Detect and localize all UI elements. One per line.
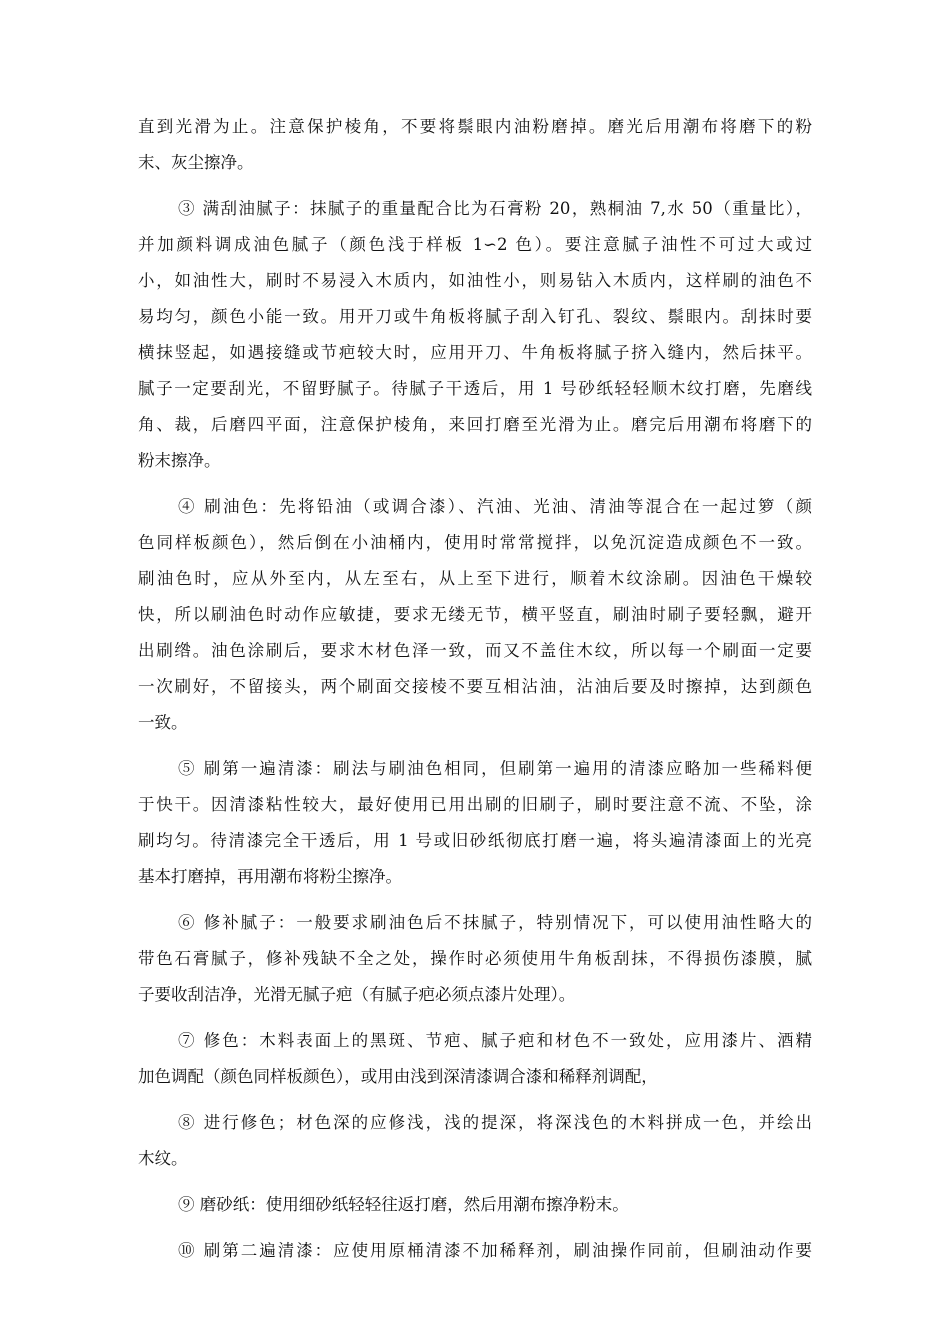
text-line: 腻子一定要刮光，不留野腻子。待腻子干透后，用 1 号砂纸轻轻顺木纹打磨，先磨线 [138,379,812,398]
text-line: ⑦ 修色：木料表面上的黑斑、节疤、腻子疤和材色不一致处，应用漆片、酒精 [178,1031,812,1050]
text-line: 刷均匀。待清漆完全干透后，用 1 号或旧砂纸彻底打磨一遍，将头遍清漆面上的光亮 [138,831,812,850]
text-line: 一致。 [138,713,188,732]
text-line: 直到光滑为止。注意保护棱角，不要将鬃眼内油粉磨掉。磨光后用潮布将磨下的粉 [138,117,812,136]
text-line: 出刷绺。油色涂刷后，要求木材色泽一致，而又不盖住木纹，所以每一个刷面一定要 [138,641,812,660]
text-line: 角、裁，后磨四平面，注意保护棱角，来回打磨至光滑为止。磨完后用潮布将磨下的 [138,415,812,434]
text-line: ③ 满刮油腻子：抹腻子的重量配合比为石膏粉 20，熟桐油 7,水 50（重量比）， [178,199,812,218]
text-line: 小，如油性大，刷时不易浸入木质内，如油性小，则易钻入木质内，这样刷的油色不 [138,271,812,290]
text-line: 快，所以刷油色时动作应敏捷，要求无缕无节，横平竖直，刷油时刷子要轻飘，避开 [138,605,812,624]
text-line: 刷油色时，应从外至内，从左至右，从上至下进行，顺着木纹涂刷。因油色干燥较 [138,569,812,588]
text-line: 于快干。因清漆粘性较大，最好使用已用出刷的旧刷子，刷时要注意不流、不坠，涂 [138,795,812,814]
text-line: 带色石膏腻子，修补残缺不全之处，操作时必须使用牛角板刮抹，不得损伤漆膜，腻 [138,949,812,968]
text-line: 易均匀，颜色小能一致。用开刀或牛角板将腻子刮入钉孔、裂纹、鬃眼内。刮抹时要 [138,307,812,326]
text-line: 末、灰尘擦净。 [138,153,254,172]
text-line: ④ 刷油色：先将铅油（或调合漆）、汽油、光油、清油等混合在一起过箩（颜 [178,497,812,516]
text-line: 加色调配（颜色同样板颜色），或用由浅到深清漆调合漆和稀释剂调配， [138,1067,658,1086]
text-line: 基本打磨掉，再用潮布将粉尘擦净。 [138,867,402,886]
text-line: ⑤ 刷第一遍清漆：刷法与刷油色相同，但刷第一遍用的清漆应略加一些稀料便 [178,759,812,778]
text-line: ⑧ 进行修色；材色深的应修浅，浅的提深，将深浅色的木料拼成一色，并绘出 [178,1113,812,1132]
text-line: ⑩ 刷第二遍清漆：应使用原桶清漆不加稀释剂，刷油操作同前，但刷油动作要 [178,1241,812,1260]
text-line: 一次刷好，不留接头，两个刷面交接棱不要互相沾油，沾油后要及时擦掉，达到颜色 [138,677,812,696]
text-line: ⑨ 磨砂纸：使用细砂纸轻轻往返打磨，然后用潮布擦净粉末。 [178,1195,629,1214]
text-line: 并加颜料调成油色腻子（颜色浅于样板 1∽2 色）。要注意腻子油性不可过大或过 [138,235,812,254]
text-line: 子要收刮洁净，光滑无腻子疤（有腻子疤必须点漆片处理）。 [138,985,576,1004]
text-line: 横抹竖起，如遇接缝或节疤较大时，应用开刀、牛角板将腻子挤入缝内，然后抹平。 [138,343,812,362]
text-line: 色同样板颜色），然后倒在小油桶内，使用时常常搅拌，以免沉淀造成颜色不一致。 [138,533,812,552]
text-line: ⑥ 修补腻子：一般要求刷油色后不抹腻子，特别情况下，可以使用油性略大的 [178,913,812,932]
text-line: 木纹。 [138,1149,188,1168]
text-line: 粉末擦净。 [138,451,221,470]
